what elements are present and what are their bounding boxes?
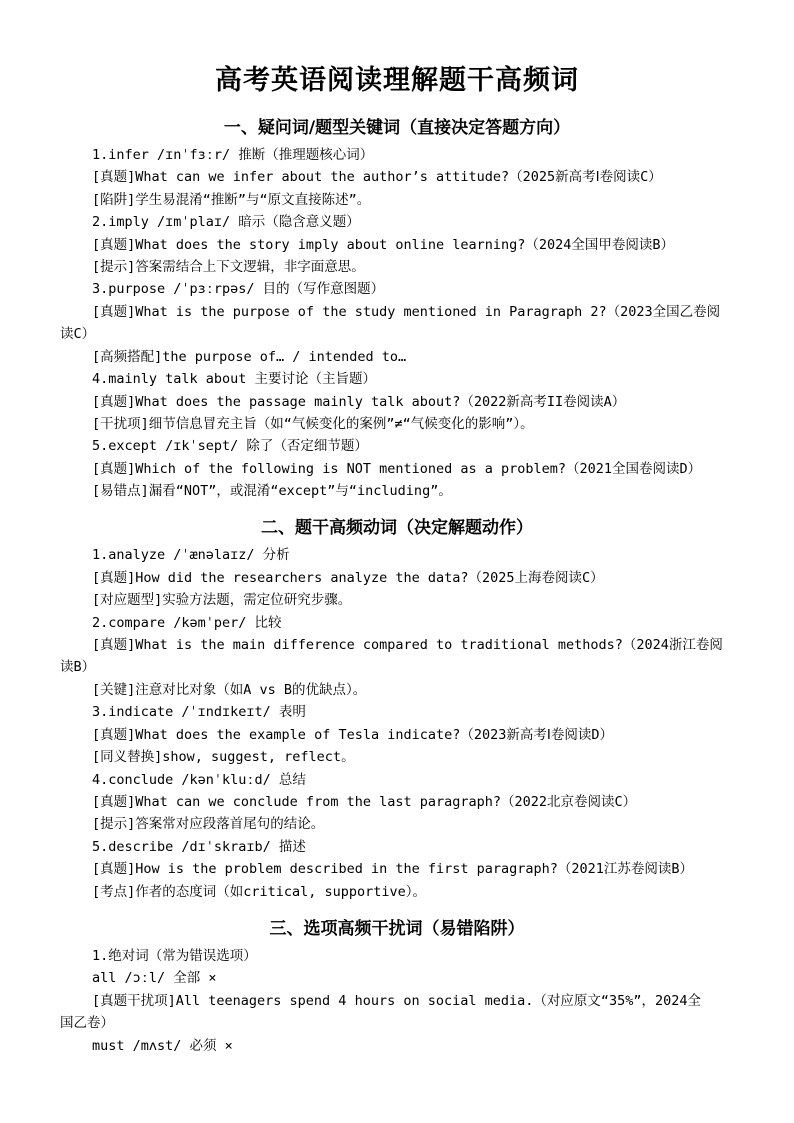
text-line: 1.绝对词（常为错误选项） [92, 948, 257, 964]
text-line: [考点]作者的态度词（如critical, supportive）。 [92, 884, 427, 900]
text-line: 4.mainly talk about 主要讨论（主旨题） [92, 371, 377, 387]
text-line: 3.indicate /ˈɪndɪkeɪt/ 表明 [92, 704, 306, 720]
text-line: 1.infer /ɪnˈfɜːr/ 推断（推理题核心词） [92, 147, 374, 163]
text-line: [真题]What can we conclude from the last paragraph?（2022北京卷阅读C） [92, 794, 637, 810]
page-title: 高考英语阅读理解题干高频词 [215, 65, 579, 96]
text-line: 2.imply /ɪmˈplaɪ/ 暗示（隐含意义题） [92, 214, 360, 230]
text-line: 5.except /ɪkˈsept/ 除了（否定细节题） [92, 438, 368, 454]
text-line: [真题]What is the main difference compared to traditional methods?（2024浙江卷阅 [92, 637, 723, 653]
text-line: 国乙卷） [60, 1015, 114, 1031]
text-line: [陷阱]学生易混淆“推断”与“原文直接陈述”。 [92, 192, 371, 208]
text-line: 读C） [60, 326, 96, 342]
text-line: 1.analyze /ˈænəlaɪz/ 分析 [92, 547, 290, 563]
text-line: 读B） [60, 659, 96, 675]
text-line: [高频搭配]the purpose of… / intended to… [92, 349, 407, 365]
text-line: [真题干扰项]All teenagers spend 4 hours on social media.（对应原文“35%”，2024全 [92, 993, 702, 1009]
text-line: [真题]How is the problem described in the first paragraph?（2021江苏卷阅读B） [92, 861, 694, 877]
text-line: 4.conclude /kənˈkluːd/ 总结 [92, 772, 306, 788]
text-line: [真题]What does the example of Tesla indicate?（2023新高考Ⅰ卷阅读D） [92, 727, 613, 743]
text-line: [提示]答案常对应段落首尾句的结论。 [92, 816, 325, 832]
text-line: [干扰项]细节信息冒充主旨（如“气候变化的案例”≠“气候变化的影响”）。 [92, 416, 534, 432]
text-line: must /mʌst/ 必须 × [92, 1038, 233, 1054]
text-line: [真题]Which of the following is NOT mentioned as a problem?（2021全国卷阅读D） [92, 461, 702, 477]
text-line: 2.compare /kəmˈper/ 比较 [92, 615, 282, 631]
text-line: [易错点]漏看“NOT”，或混淆“except”与“including”。 [92, 483, 452, 499]
text-line: 5.describe /dɪˈskraɪb/ 描述 [92, 839, 306, 855]
text-line: [关键]注意对比对象（如A vs B的优缺点）。 [92, 682, 367, 698]
section-heading-2: 二、题干高频动词（决定解题动作） [261, 518, 533, 538]
text-line: [真题]How did the researchers analyze the data?（2025上海卷阅读C） [92, 570, 604, 586]
text-line: all /ɔːl/ 全部 × [92, 970, 217, 986]
text-line: [真题]What can we infer about the author’s attitude?（2025新高考Ⅰ卷阅读C） [92, 169, 662, 185]
text-line: 3.purpose /ˈpɜːrpəs/ 目的（写作意图题） [92, 281, 385, 297]
text-line: [同义替换]show, suggest, reflect。 [92, 749, 355, 765]
section-heading-1: 一、疑问词/题型关键词（直接决定答题方向） [223, 118, 571, 138]
section-heading-3: 三、选项高频干扰词（易错陷阱） [269, 919, 525, 939]
text-line: [真题]What does the story imply about online learning?（2024全国甲卷阅读B） [92, 237, 675, 253]
text-line: [对应题型]实验方法题，需定位研究步骤。 [92, 592, 352, 608]
text-line: [提示]答案需结合上下文逻辑，非字面意思。 [92, 259, 365, 275]
text-line: [真题]What is the purpose of the study mentioned in Paragraph 2?（2023全国乙卷阅 [92, 304, 721, 320]
text-line: [真题]What does the passage mainly talk about?（2022新高考II卷阅读A） [92, 394, 626, 410]
